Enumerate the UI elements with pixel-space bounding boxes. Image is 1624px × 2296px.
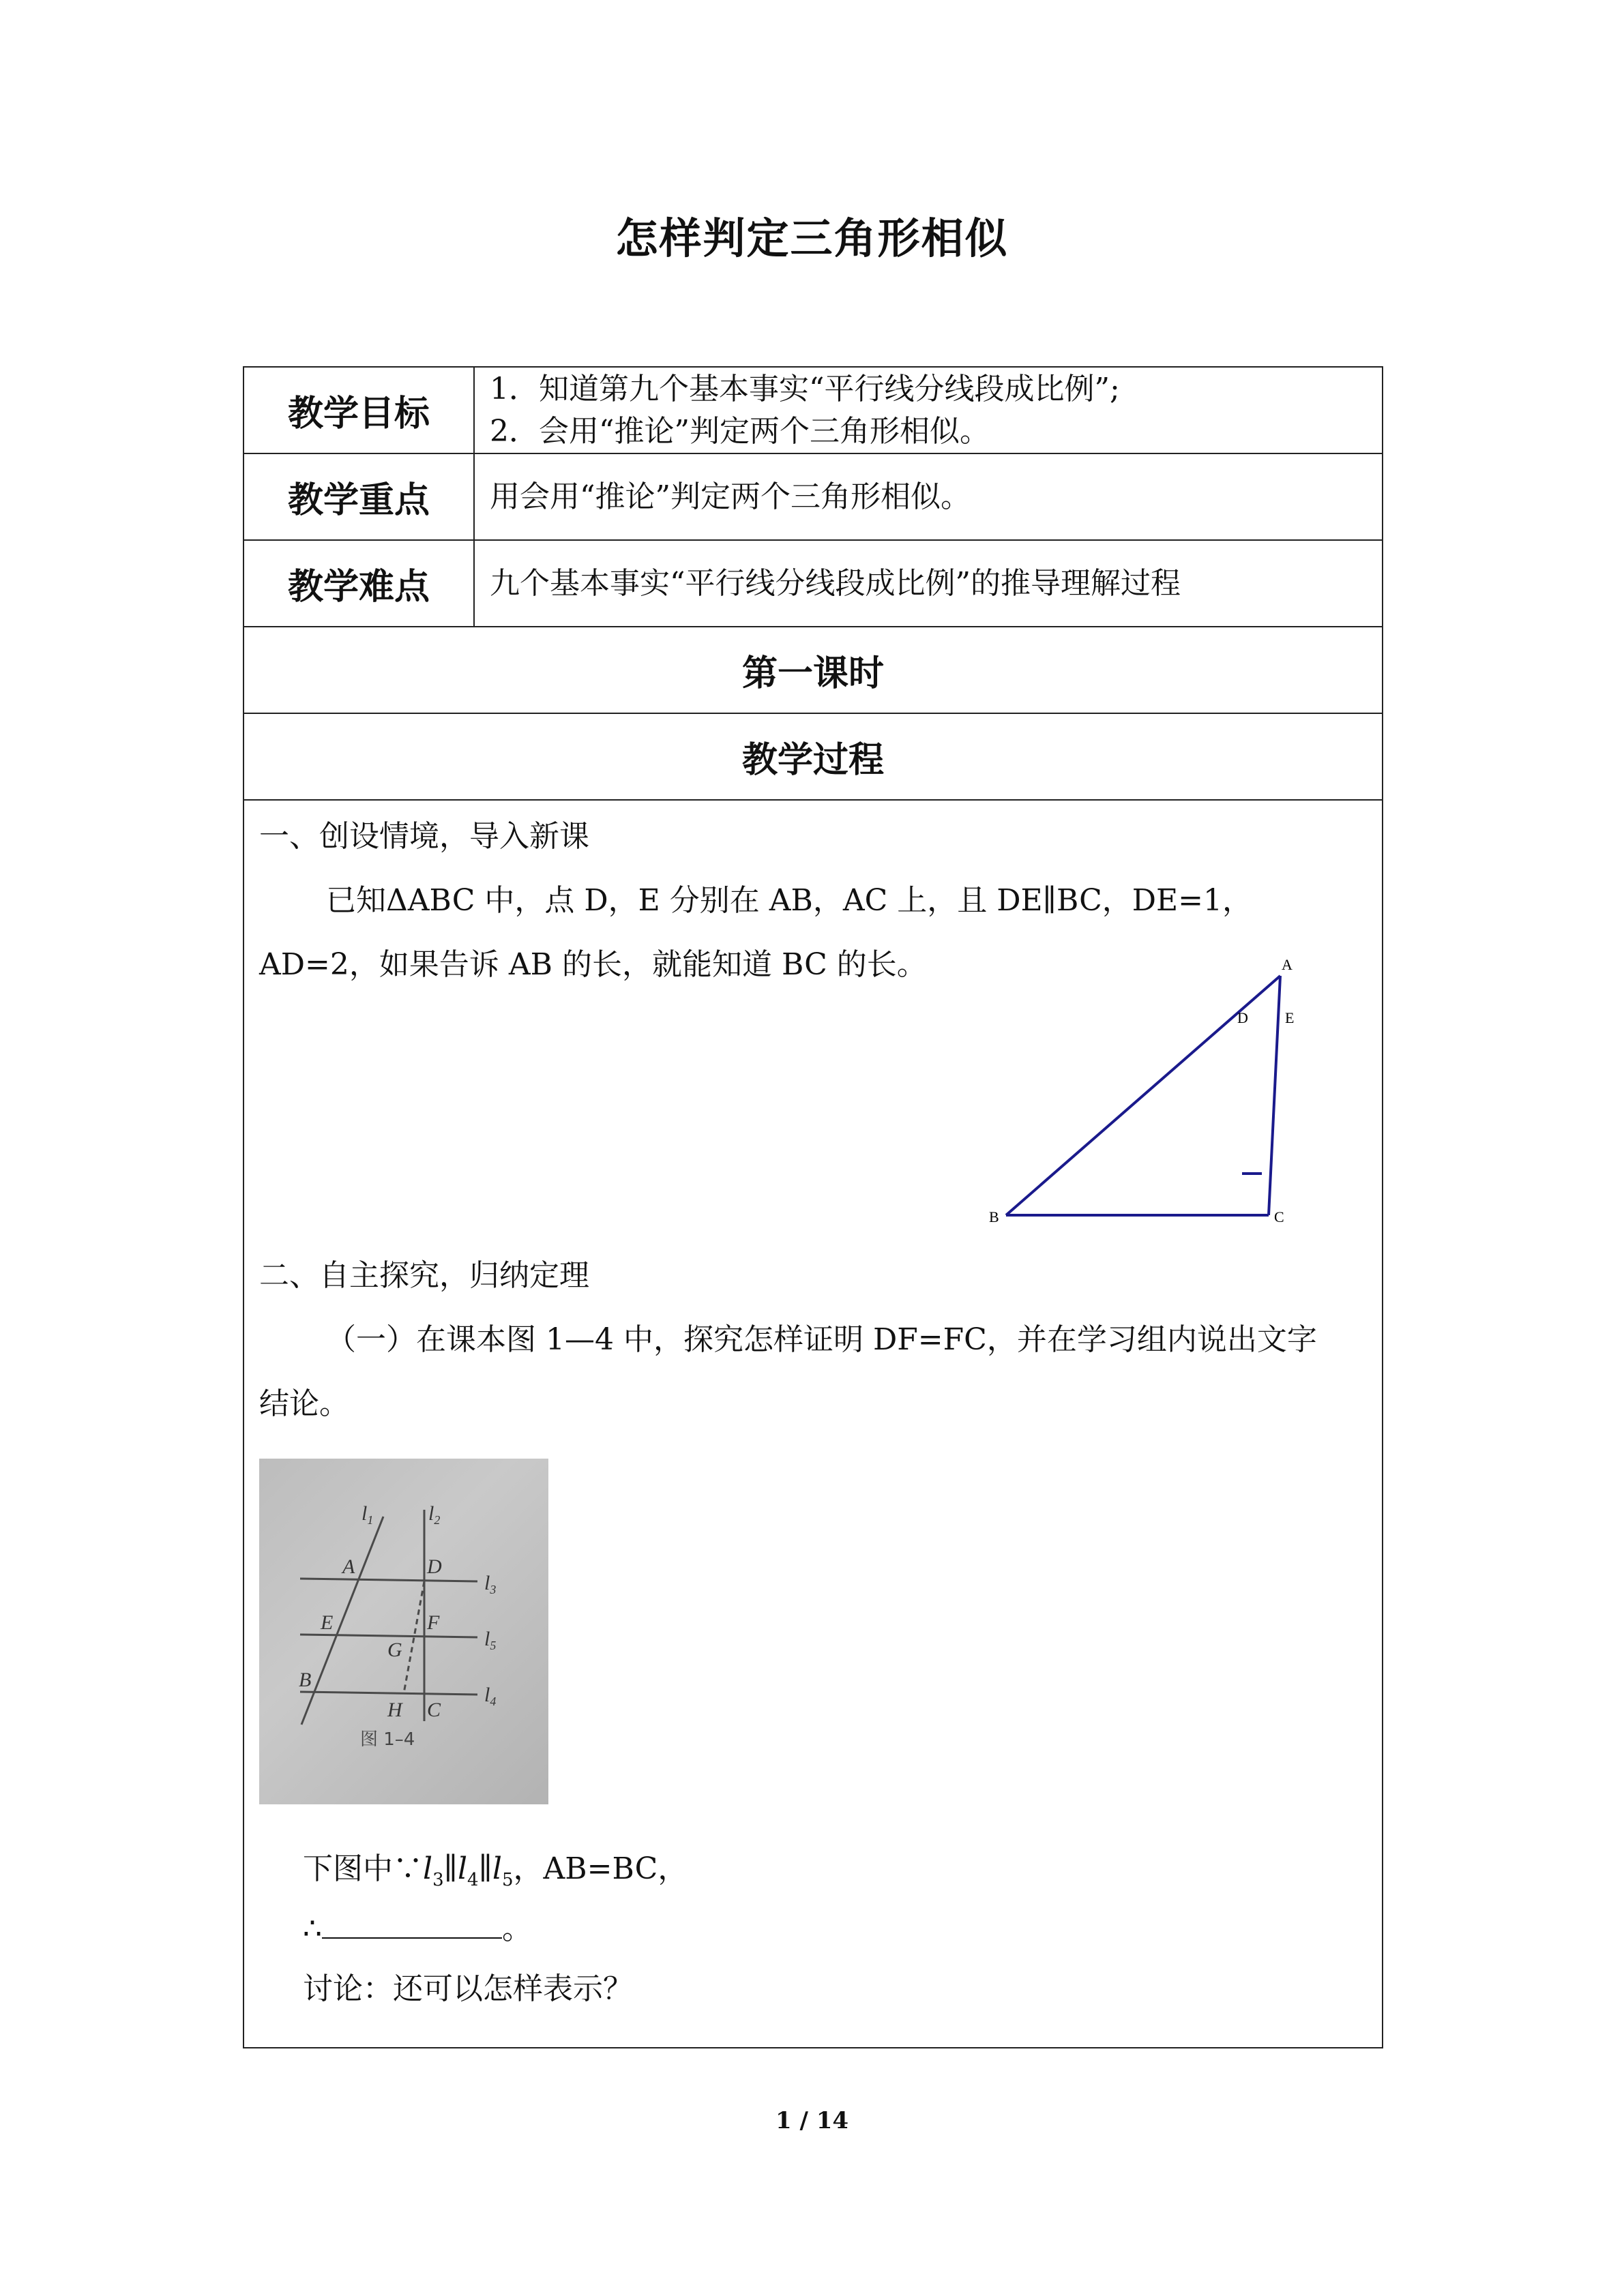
fig-label-l1: $l_1$ [361,1502,374,1527]
lesson-row [243,627,1383,713]
therefore-line: ∴ 。 [303,1911,532,1946]
triangle-figure [974,956,1295,1251]
process-row [243,713,1383,800]
fig-label-e: E [321,1611,334,1634]
difficulty-text: 九个基本事实“平行线分线段成比例”的推导理解过程 [474,540,1383,627]
section1-heading: 一、创设情境，导入新课 [259,819,589,854]
content-row [243,800,1383,2048]
page-number: 1 / 14 [775,2107,849,2134]
section1-line-2: AD=2，如果告诉 AB 的长，就能知道 BC 的长。 [259,947,927,982]
fig-label-l2: $l_2$ [428,1502,441,1527]
label-a: A [1282,956,1293,973]
label-b: B [989,1208,999,1225]
fig-label-c: C [427,1699,441,1721]
fig-label-f: F [427,1611,440,1634]
fig-label-l3: $l_3$ [484,1572,497,1596]
goal-line-2: 2．会用“推论”判定两个三角形相似。 [490,413,990,449]
line-l4 [300,1692,477,1695]
lesson-label: 第一课时 [243,627,1383,713]
goal-row [243,367,1383,453]
given-statement: 下图中$\because l_3\parallel l_4\parallel l_5$，AB=BC， [303,1851,688,1890]
process-label: 教学过程 [243,713,1383,800]
line-l5 [300,1635,477,1637]
process-content [243,800,1383,2048]
fig-label-l5: $l_5$ [484,1628,497,1652]
key-text: 用会用“推论”判定两个三角形相似。 [474,453,1383,540]
label-e: E [1285,1009,1295,1026]
difficulty-row [243,540,1383,627]
fig-label-g: G [387,1639,402,1661]
key-row [243,453,1383,540]
fig-label-h: H [387,1699,402,1721]
line-l3 [300,1579,477,1581]
textbook-figure-photo [259,1459,548,1804]
section2-line-2: 结论。 [259,1386,349,1421]
difficulty-label: 教学难点 [243,540,474,627]
fig-label-l4: $l_4$ [484,1684,497,1708]
answer-blank[interactable] [322,1910,502,1939]
side-ac [1269,976,1280,1215]
fig-label-a: A [342,1555,355,1578]
key-label: 教学重点 [243,453,474,540]
fig-caption: 图 1–4 [360,1729,415,1750]
section2-heading: 二、自主探究，归纳定理 [259,1258,589,1293]
parallel-lines-figure [259,1459,548,1804]
fig-label-b: B [299,1669,312,1691]
goal-line-1: 1．知道第九个基本事实“平行线分线段成比例”; [490,371,1120,406]
page-title: 怎样判定三角形相似 [615,213,1009,263]
fig-label-d: D [427,1555,442,1578]
goal-label: 教学目标 [243,367,474,453]
discussion-line: 讨论：还可以怎样表示？ [303,1971,633,2006]
section1-line-1: 已知ΔABC 中，点 D，E 分别在 AB，AC 上，且 DE∥BC，DE=1， [326,883,1253,918]
section2-line-1: （一）在课本图 1—4 中，探究怎样证明 DF=FC，并在学习组内说出文字 [326,1322,1317,1357]
label-c: C [1274,1208,1284,1225]
label-d: D [1237,1009,1248,1026]
lesson-plan-table [243,366,1383,2048]
goal-text [474,367,1383,453]
